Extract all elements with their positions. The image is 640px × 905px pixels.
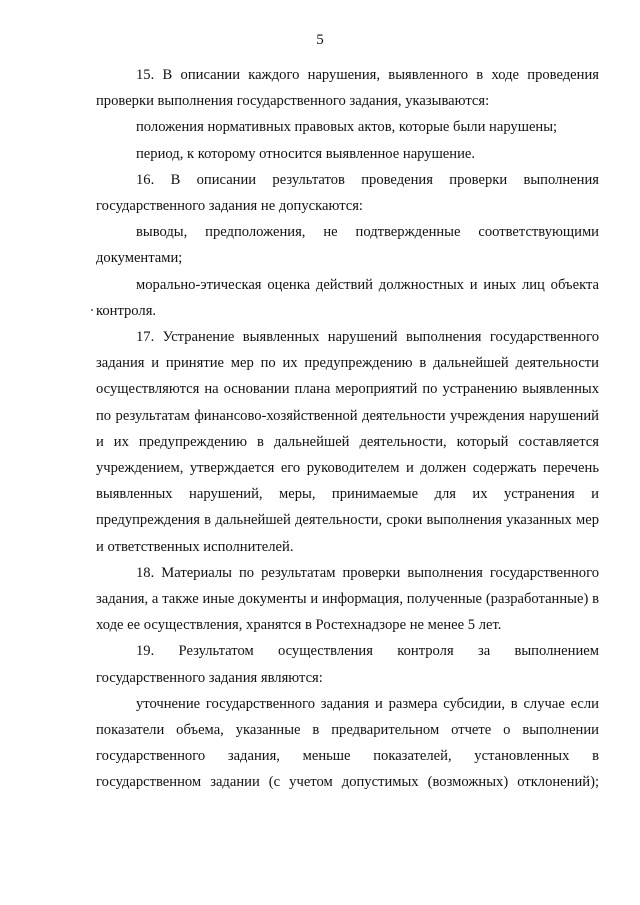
page-number: 5 bbox=[316, 32, 324, 48]
paragraph-16: 16. В описании результатов проведения проверки выполнения государственного задания не допускаются: bbox=[96, 171, 599, 215]
document-body bbox=[96, 62, 599, 796]
paragraph-16-item-1: выводы, предположения, не подтвержденные соответствующими документами; bbox=[96, 224, 599, 267]
paragraph-18: 18. Материалы по результатам проверки выполнения государственного задания, а также иные документы и информация, полученные (разработанные) в ходе ее осуществления, хранятся в Ростехнадзоре не менее 5 лет. bbox=[96, 564, 599, 634]
paragraph-19-item-1: уточнение государственного задания и размера субсидии, в случае если показатели объема, указанные в предварительном отчете о выполнении государственного задания, меньше показателей, установленных в государственном задании (с учетом допустимых (возможных) отклонений); bbox=[96, 695, 599, 791]
paragraph-16-item-2: морально-этическая оценка действий должностных и иных лиц объекта контроля. bbox=[96, 276, 599, 319]
paragraph-15-item-1: положения нормативных правовых актов, которые были нарушены; bbox=[136, 119, 558, 136]
paragraph-17: 17. Устранение выявленных нарушений выполнения государственного задания и принятие мер по их предупреждению в дальнейшей деятельности осуществляются на основании плана мероприятий по устранению выявленных по результатам финансово-хозяйственной деятельности учреждения нарушений и их предупреждению в дальнейшей деятельности, который составляется учреждением, утверждается его руководителем и должен содержать перечень выявленных нарушений, меры, принимаемые для их устранения и предупреждения в дальнейшей деятельности, сроки выполнения указанных мер и ответственных исполнителей. bbox=[96, 329, 599, 555]
paragraph-15: 15. В описании каждого нарушения, выявленного в ходе проведения проверки выполнения государственного задания, указываются: bbox=[96, 67, 599, 110]
paragraph-19: 19. Результатом осуществления контроля за выполнением государственного задания являются: bbox=[96, 643, 599, 686]
scan-speck bbox=[91, 309, 93, 311]
paragraph-15-item-2: период, к которому относится выявленное нарушение. bbox=[136, 145, 476, 162]
